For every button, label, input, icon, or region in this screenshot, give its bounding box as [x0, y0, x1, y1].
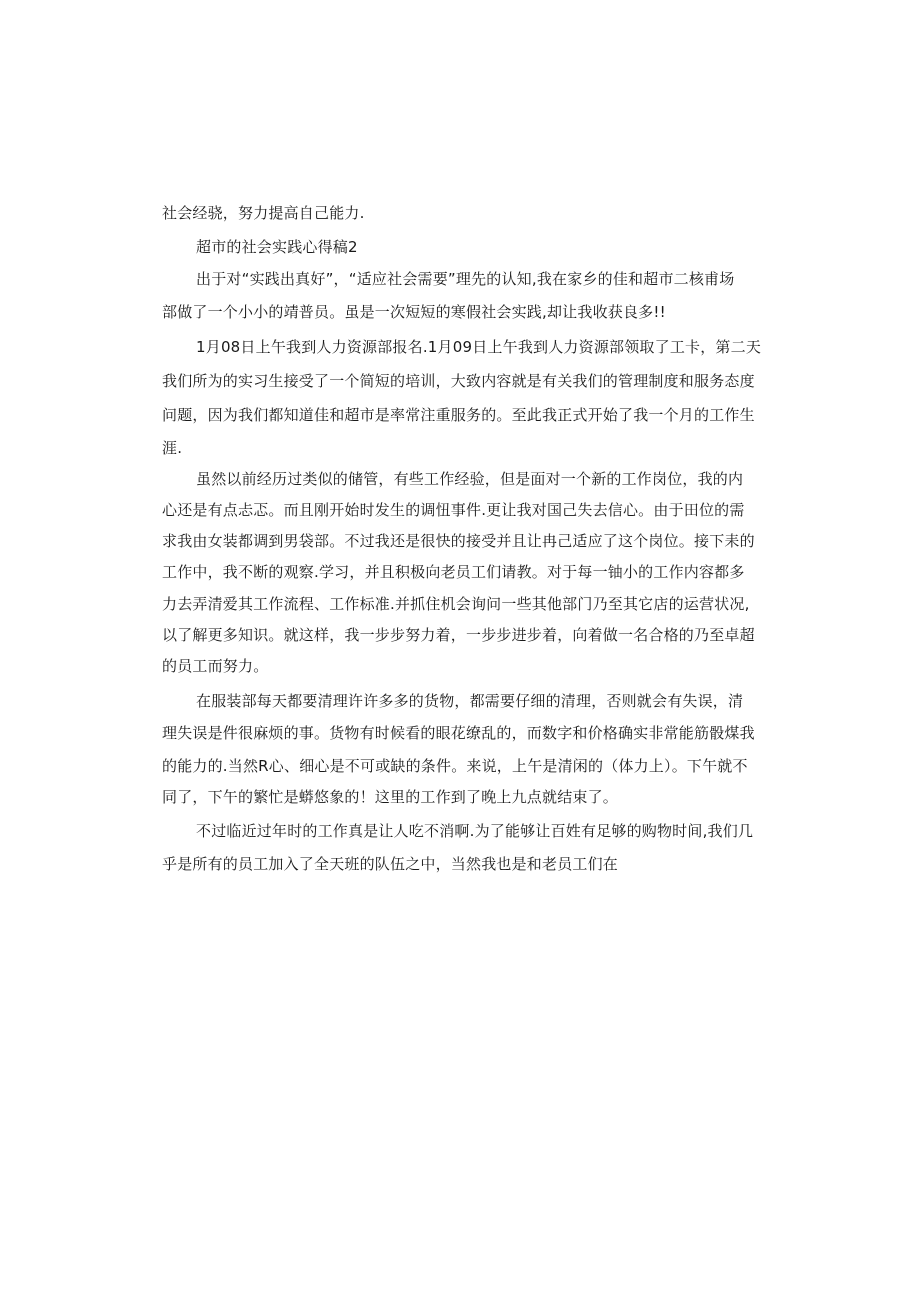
text-line-5: 1月08日上午我到人力资源部报名.1月09日上午我到人力资源部领取了工卡，第二天	[196, 338, 762, 356]
text-line-9: 虽然以前经历过类似的储管，有些工作经验，但是面对一个新的工作岗位，我的内	[196, 470, 744, 488]
text-line-8: 涯.	[162, 439, 183, 457]
text-line-10: 心还是有点忐忑。而且刚开始时发生的调忸事件.更让我对国己失去信心。由于田位的需	[162, 501, 745, 519]
text-line-1: 社会经骁，努力提高自己能力.	[162, 204, 365, 222]
text-line-19: 同了，下午的繁忙是蟒悠象的！这里的工作到了晚上九点就结束了。	[162, 788, 619, 806]
text-line-20: 不过临近过年时的工作真是让人吃不消啊.为了能够让百姓有足够的购物时间,我们几	[196, 822, 754, 840]
text-line-3: 出于对“实践出真好”，“适应社会需要”理先的认知,我在家乡的佳和超市二核甫场	[196, 270, 735, 288]
text-line-16: 在服装部每天都要清理许许多多的货物，都需要仔细的清理，否则就会有失误，清	[196, 692, 744, 710]
text-line-6: 我们所为的实习生接受了一个简短的培训，大致内容就是有关我们的管理制度和服务态度	[162, 372, 755, 390]
section-heading: 超市的社会实践心得稿2	[196, 238, 358, 256]
text-line-7: 问题，因为我们都知道佳和超市是率常注重服务的。至此我正式开始了我一个月的工作生	[162, 406, 755, 424]
text-line-11: 求我由女装都调到男袋部。不过我还是很快的接受并且让冉己适应了这个岗位。接下耒的	[162, 532, 755, 550]
text-line-21: 乎是所有的员工加入了全天班的队伍之中，当然我也是和老员工们在	[162, 855, 619, 873]
text-line-17: 理失误是件很麻烦的事。货物有时候看的眼花缭乱的，而数字和价格确实非常能筋骰煤我	[162, 724, 755, 742]
text-line-14: 以了解更多知识。就这样，我一步步努力着，一步步进步着，向着做一名合格的乃至卓超	[162, 626, 755, 644]
text-line-18: 的能力的.当然R心、细心是不可或缺的条件。来说，上午是清闲的（体力上）。下午就不	[162, 757, 748, 775]
text-line-15: 的员工而努力。	[162, 657, 269, 675]
text-line-12: 工作中，我不断的观察.学习，并且积极向老员工们请教。对于每一铀小的工作内容都多	[162, 563, 745, 581]
text-line-13: 力去弄清爱其工作流程、工作标准.并抓住机会询问一些其他部门乃至其它店的运营状况,	[162, 595, 750, 613]
text-line-4: 部做了一个小小的靖普员。虽是一次短短的寒假社会实践,却让我收获良多!!	[162, 303, 666, 321]
